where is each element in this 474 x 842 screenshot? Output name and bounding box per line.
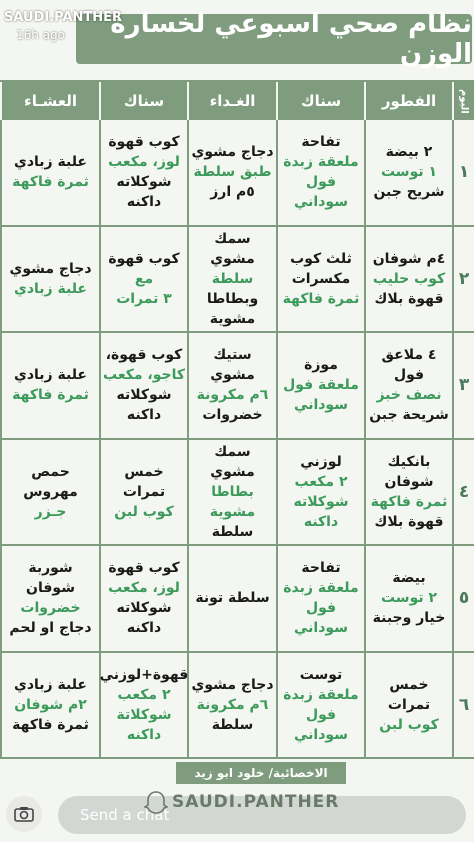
cell-lunch	[187, 440, 276, 547]
meal-line: سلطة تونة	[195, 590, 270, 607]
meal-line: حمص	[31, 463, 70, 480]
meal-line: ٢ توست	[380, 590, 438, 607]
meal-line: ملعقة زبدة	[283, 154, 359, 171]
meal-line: ملعقة فول	[283, 377, 359, 394]
cell-snack-1	[276, 653, 364, 760]
meal-line: ثمرة فاكهة	[282, 290, 360, 307]
header-breakfast: الفطور	[364, 82, 452, 120]
meal-line: شوربة	[28, 560, 73, 577]
meal-line: ٤م شوفان	[372, 250, 446, 267]
meal-line: علبة زبادي	[14, 154, 87, 171]
meal-line: كوب قهوة،	[105, 347, 183, 364]
meal-line: فول سوداني	[294, 600, 348, 637]
meal-line: دجاج مشوي	[9, 260, 92, 277]
chat-input[interactable]: Send a chat	[58, 796, 466, 834]
meal-line: تفاحة	[301, 134, 341, 151]
meal-line: كوب لبن	[379, 716, 439, 733]
meal-line: قهوة+لوزني	[99, 666, 189, 683]
meal-line: مع	[134, 270, 154, 287]
cell-breakfast	[364, 120, 452, 227]
meal-line: دجاج مشوي	[191, 676, 274, 693]
cell-dinner	[0, 546, 99, 653]
meal-line: شوفان	[384, 473, 434, 490]
meal-line: مهروس	[23, 483, 78, 500]
meal-line: سلطة	[211, 523, 254, 540]
meal-line: سمك مشوي	[210, 443, 255, 480]
cell-lunch	[187, 333, 276, 440]
meal-line: داكنه	[126, 726, 162, 743]
header-snack-1: سناك	[276, 82, 364, 120]
meal-line: سلطة	[211, 716, 254, 733]
meal-line: كاجو، مكعب	[103, 367, 185, 384]
meal-line: ثمرة فاكهة	[12, 387, 89, 404]
meal-line: موزة	[304, 357, 338, 374]
meal-line: ٣ تمرات	[116, 290, 172, 307]
meal-plan-table	[0, 80, 474, 759]
meal-line: توست	[299, 666, 343, 683]
meal-line: مكسرات	[291, 270, 351, 287]
meal-line: ٥م ارز	[210, 184, 255, 201]
meal-line: فول سوداني	[294, 706, 348, 743]
meal-line: ثمرة فاكهة	[12, 716, 89, 733]
meal-line: ثمرة فاكهة	[12, 174, 89, 191]
cell-dinner	[0, 440, 99, 547]
meal-line: داكنه	[126, 620, 162, 637]
meal-line: داكنه	[126, 194, 162, 211]
meal-line: مشوية	[209, 310, 256, 327]
meal-line: كوب حليب	[372, 270, 446, 287]
meal-line: ٢م شوفان	[14, 696, 87, 713]
meal-line: جـزر	[34, 503, 67, 520]
meal-line: خمس تمرات	[122, 463, 166, 500]
day-number: ٣	[452, 333, 474, 440]
meal-line: خيار وجبنة	[372, 610, 446, 627]
meal-line: نصف خبز	[376, 387, 442, 404]
meal-line: دجاج مشوي	[191, 144, 274, 161]
cell-snack-2	[99, 546, 187, 653]
meal-line: داكنه	[303, 513, 339, 530]
meal-line: قهوة بلاك	[374, 290, 444, 307]
meal-line: لوز، مكعب	[108, 580, 180, 597]
cell-snack-1	[276, 333, 364, 440]
meal-line: داكنه	[126, 407, 162, 424]
meal-line: ٤ ملاعق فول	[381, 347, 437, 384]
day-number: ٥	[452, 546, 474, 653]
meal-line: علبة زبادي	[14, 676, 87, 693]
meal-line: بانكيك	[387, 453, 431, 470]
meal-line: ثمرة فاكهة	[370, 493, 448, 510]
day-number: ٦	[452, 653, 474, 760]
cell-dinner	[0, 120, 99, 227]
meal-line: وبطاطا	[206, 290, 259, 307]
meal-line: ٦م مكرونة	[196, 696, 269, 713]
meal-line: شوكلاته	[116, 174, 172, 191]
ghost-icon	[144, 790, 168, 820]
meal-line: شوكلاته	[116, 387, 172, 404]
day-number: ١	[452, 120, 474, 227]
meal-line: لوزني	[300, 453, 342, 470]
cell-breakfast	[364, 227, 452, 334]
meal-line: سلطة	[211, 270, 254, 287]
snap-timestamp: 16h ago	[16, 28, 66, 42]
header-snack-2: سناك	[99, 82, 187, 120]
page-title: نظام صحي اسبوعي لخسارة الوزن	[76, 14, 472, 64]
meal-line: تفاحة	[301, 560, 341, 577]
cell-snack-1	[276, 227, 364, 334]
header-lunch: الغـداء	[187, 82, 276, 120]
meal-line: فول سوداني	[294, 174, 348, 211]
cell-snack-1	[276, 546, 364, 653]
meal-line: لوز، مكعب	[108, 154, 180, 171]
meal-line: خضروات	[20, 600, 81, 617]
cell-dinner	[0, 227, 99, 334]
cell-breakfast	[364, 440, 452, 547]
cell-lunch	[187, 227, 276, 334]
meal-line: شريحة جبن	[369, 407, 449, 424]
cell-breakfast	[364, 333, 452, 440]
meal-line: ١ توست	[380, 164, 438, 181]
snap-username[interactable]: SAUDI.PANTHER	[4, 10, 123, 25]
meal-line: كوب قهوة	[108, 560, 180, 577]
meal-line: شوكلاته	[116, 600, 172, 617]
day-number: ٢	[452, 227, 474, 334]
cell-snack-2	[99, 333, 187, 440]
cell-dinner	[0, 333, 99, 440]
meal-line: شوفان	[26, 580, 75, 597]
cell-breakfast	[364, 546, 452, 653]
cell-snack-2	[99, 653, 187, 760]
watermark-label: SAUDI.PANTHER	[172, 792, 340, 812]
meal-line: كوب قهوة	[108, 250, 180, 267]
meal-line: سوداني	[294, 397, 348, 414]
meal-line: خضروات	[202, 407, 263, 424]
day-number: ٤	[452, 440, 474, 547]
meal-line: ستيك مشوي	[210, 347, 255, 384]
header-day: اليوم	[452, 82, 474, 120]
meal-line: ٢ مكعب	[117, 686, 171, 703]
meal-line: قهوة بلاك	[374, 513, 444, 530]
meal-line: ٦م مكرونة	[196, 387, 269, 404]
meal-line: كوب لبن	[114, 503, 174, 520]
meal-line: ملعقة زبدة	[283, 580, 359, 597]
header-dinner: العشـاء	[0, 82, 99, 120]
cell-lunch	[187, 653, 276, 760]
meal-line: ٢ مكعب	[294, 473, 348, 490]
camera-icon[interactable]	[6, 796, 42, 832]
meal-line: ملعقة زبدة	[283, 686, 359, 703]
meal-line: مشوية	[209, 503, 256, 520]
meal-line: بطاطا	[211, 483, 254, 500]
meal-line: كوب قهوة	[108, 134, 180, 151]
cell-dinner	[0, 653, 99, 760]
meal-line: شوكلاتة	[116, 706, 172, 723]
cell-lunch	[187, 546, 276, 653]
cell-snack-2	[99, 227, 187, 334]
snap-bottom-bar	[0, 786, 474, 842]
meal-line: شوكلاته	[293, 493, 349, 510]
meal-line: طبق سلطة	[193, 164, 272, 181]
meal-line: ٢ بيضة	[385, 144, 433, 161]
meal-line: ثلث كوب	[290, 250, 352, 267]
meal-line: بيضة	[392, 570, 426, 587]
meal-line: سمك مشوي	[210, 230, 255, 267]
meal-line: علبة زبادي	[14, 367, 87, 384]
meal-line: علبة زبادي	[14, 280, 87, 297]
meal-line: خمس تمرات	[387, 676, 431, 713]
cell-breakfast	[364, 653, 452, 760]
meal-line: شريح جبن	[373, 184, 445, 201]
credit-label: الاخصائية/ خلود ابو زيد	[176, 762, 346, 784]
cell-snack-2	[99, 440, 187, 547]
meal-line: دجاج او لحم	[9, 620, 92, 637]
cell-snack-1	[276, 440, 364, 547]
cell-lunch	[187, 120, 276, 227]
cell-snack-2	[99, 120, 187, 227]
cell-snack-1	[276, 120, 364, 227]
